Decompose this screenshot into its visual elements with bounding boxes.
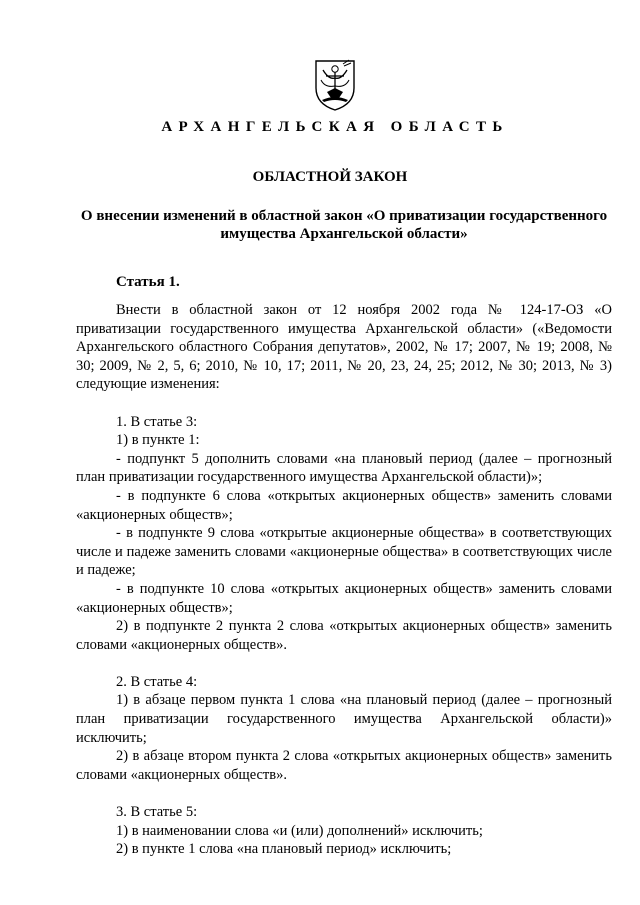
region-name: АРХАНГЕЛЬСКАЯ ОБЛАСТЬ [161,119,509,135]
coat-of-arms-emblem [313,58,357,112]
paragraph: Внести в областной закон от 12 ноября 2002 года № 124-17-ОЗ «О приватизации государственного имущества Архангельской области» («Ведомости Архангельского областного Собрания депутатов», 2002, № 17; 2007, № 19; 2008, № 30; 2009, № 2, 5, 6; 2010, № 10, 17; 2011, № 20, 23, 24, 25; 2012, № 30; 2013, № 3) следующие изменения: [76,302,612,393]
paragraph: - в подпункте 6 слова «открытых акционерных обществ» заменить словами «акционерных обществ»; [76,487,612,523]
paragraph: - подпункт 5 дополнить словами «на плановый период (далее – прогнозный план приватизации государственного имущества Архангельской области)»; [76,450,612,486]
paragraph: 1) в наименовании слова «и (или) дополнений» исключить; [116,822,483,839]
paragraph: 2) в подпункте 2 пункта 2 слова «открытых акционерных обществ» заменить словами «акционерных обществ». [76,618,612,653]
paragraph: 2. В статье 4: [116,673,198,690]
article-heading: Статья 1. [116,274,180,290]
paragraph: - в подпункте 10 слова «открытых акционерных обществ» заменить словами «акционерных обществ»; [76,580,612,616]
paragraph: 1) в пункте 1: [116,432,200,449]
paragraph: 2) в пункте 1 слова «на плановый период» исключить; [116,841,452,858]
article-body [76,301,612,859]
paragraph: 3. В статье 5: [116,804,198,821]
document-type: ОБЛАСТНОЙ ЗАКОН [252,169,408,185]
paragraph: 1. В статье 3: [116,413,198,430]
paragraph: 1) в абзаце первом пункта 1 слова «на плановый период (далее – прогнозный план приватизации государственного имущества Архангельской области)» исключить; [76,692,612,746]
law-title: О внесении изменений в областной закон «О приватизации государственного имущества Архангельской области» [80,208,608,242]
paragraph: - в подпункте 9 слова «открытые акционерные общества» в соответствующих числе и падеже заменить словами «акционерные общества» в соответствующих числе и падеже; [76,525,612,579]
paragraph: 2) в абзаце втором пункта 2 слова «открытых акционерных обществ» заменить словами «акционерных обществ». [76,748,612,783]
